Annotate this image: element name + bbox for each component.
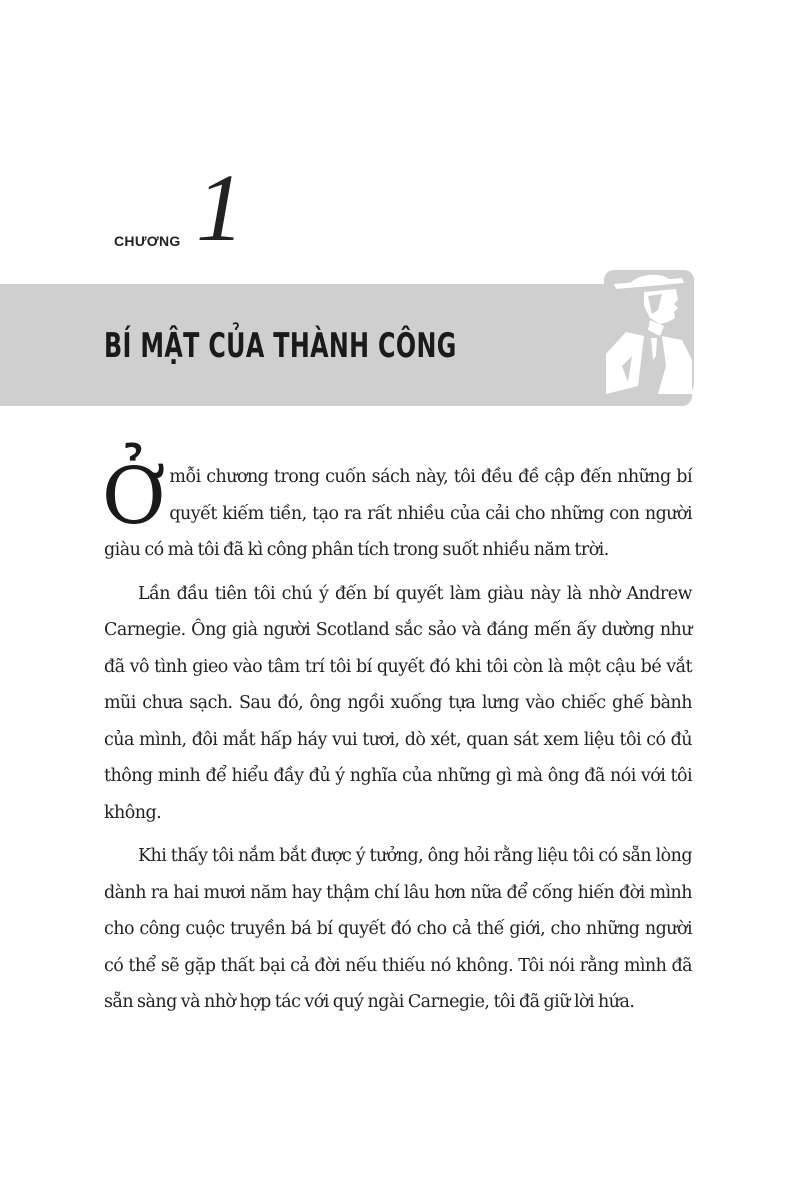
chapter-body [102,452,692,1028]
man-in-hat-silhouette-icon [604,270,694,394]
chapter-label: CHƯƠNG [114,233,181,249]
body-paragraph [102,452,692,569]
chapter-number: 1 [196,154,244,261]
body-paragraph: Lần đầu tiên tôi chú ý đến bí quyết làm giàu này là nhờ Andrew Carnegie. Ông già người Scotland sắc sảo và đáng mến ấy dường như đã vô tình gieo vào tâm trí tôi bí quyết đó khi tôi còn là một cậu bé vắt mũi chưa sạch. Sau đó, ông ngồi xuống tựa lưng vào chiếc ghế bành của mình, đôi mắt hấp háy vui tươi, dò xét, quan sát xem liệu tôi có đủ thông minh để hiểu đầy đủ ý nghĩa của những gì mà ông đã nói với tôi không. [104,583,692,823]
drop-cap: Ở [102,452,166,542]
paragraph-text: mỗi chương trong cuốn sách này, tôi đều đề cập đến những bí quyết kiếm tiền, tạo ra rất nhiều của cải cho những con người giàu có mà tôi đã kì công phân tích trong suốt nhiều năm trời. [104,467,692,560]
chapter-title: BÍ MẬT CỦA THÀNH CÔNG [104,326,457,366]
body-paragraph: Khi thấy tôi nắm bắt được ý tưởng, ông hỏi rằng liệu tôi có sẵn lòng dành ra hai mươi năm hay thậm chí lâu hơn nữa để cống hiến đời mình cho công cuộc truyền bá bí quyết đó cho cả thế giới, cho những người có thể sẽ gặp thất bại cả đời nếu thiếu nó không. Tôi nói rằng mình đã sẵn sàng và nhờ hợp tác với quý ngài Carnegie, tôi đã giữ lời hứa. [104,846,692,1012]
